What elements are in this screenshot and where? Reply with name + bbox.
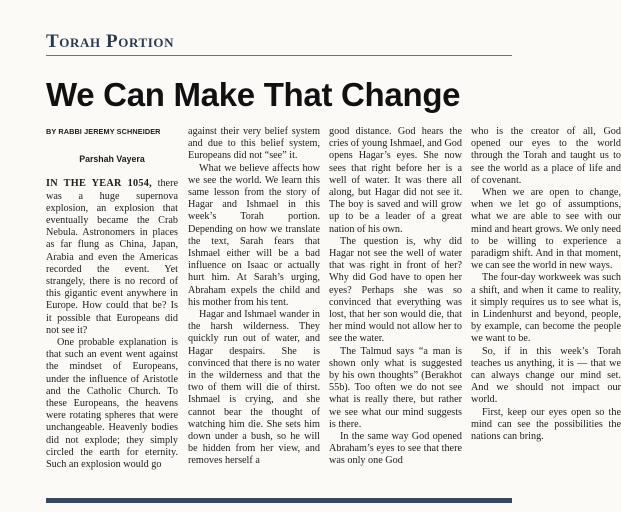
- parsha-name: Parshah Vayera: [79, 154, 145, 165]
- paragraph: One probable explanation is that such an event went against the mindset of Europeans, under the influence of Aristotle and the Catholic Church. To these Europeans, the heavens were rotating spheres that were unchangeable. Heavenly bodies did not explode; they simply circled the earth for eternity. Such an explosion would go: [46, 337, 178, 471]
- paragraph: Hagar and Ishmael wander in the harsh wilderness. They quickly run out of water, and Hagar despairs. She is convinced that there is no water in the wilderness and that the two of them will die of thirst. Ishmael is crying, and she cannot bear the thought of watching him die. She sets him down under a bush, so he will be hidden from her view, and removes herself a: [188, 309, 320, 467]
- paragraph: So, if in this week’s Torah teaches us anything, it is — that we can always change our mind set. And we should not impact our world.: [471, 345, 621, 406]
- headline: We Can Make That Change: [46, 76, 461, 113]
- paragraph: First, keep our eyes open so the mind can see the possibilities the nations can bring.: [471, 406, 621, 443]
- paragraph: The question is, why did Hagar not see the well of water that was right in front of her? Why did God have to open her eyes? Perhaps she was so convinced that everything was lost, that her son would die, that her mind would not allow her to see the water.: [329, 235, 462, 345]
- paragraph: In the same way God opened Abraham’s eyes to see that there was only one God: [329, 431, 462, 467]
- paragraph: who is the creator of all, God opened our eyes to the world through the Torah and taught us to see the world as a place of life and of covenant.: [471, 126, 621, 186]
- article-column-3: [329, 126, 462, 496]
- paragraph: The four-day workweek was such a shift, and when it came to reality, it simply requires us to see what is, in Lindenhurst and beyond, people, by example, can become the people we want to be.: [471, 272, 621, 345]
- paragraph: The Talmud says “a man is shown only what is suggested by his own thoughts” (Berakhot 55b). Too often we do not see what is really there, but rather we see what our mind suggests is there.: [329, 345, 462, 430]
- paragraph: good distance. God hears the cries of young Ishmael, and God opens Hagar’s eyes. She now sees that right before her is a well of water. It was there all along, but Hagar did not see it. The boy is saved and will grow up to be a leader of a great nation of his own.: [329, 126, 462, 235]
- paragraph: IN THE YEAR 1054, there was a huge supernova explosion, an explosion that eventually became the Crab Nebula. Astronomers in places as far flung as China, Japan, Arabia and even the Americas recorded the event. Yet strangely, there is no record of this gigantic event anywhere in Europe. How could that be? Is it possible that Europeans did not see it?: [46, 178, 178, 336]
- byline: BY RABBI JEREMY SCHNEIDER: [46, 127, 161, 136]
- paragraph: against their very belief system and due to this belief system, Europeans did not “see” it.: [188, 126, 320, 162]
- paragraph: When we are open to change, when we let go of assumptions, what we are able to see with our mind and heart grows. We only need to be willing to experience a paradigm shift. And in that moment, we can see the world in new ways.: [471, 187, 621, 272]
- article-column-1: [46, 126, 178, 496]
- lead-in: IN THE YEAR 1054,: [46, 178, 153, 190]
- article-column-4: [471, 126, 621, 496]
- paragraph: What we believe affects how we see the world. We learn this same lesson from the story of Hagar and Ishmael in this week’s Torah portion. Depending on how we translate the text, Sarah fears that Ishmael either will be a bad influence on Isaac or actually hurt him. At Sarah’s urging, Abraham expels the child and his mother from his tent.: [188, 162, 320, 308]
- article-column-2: [188, 126, 320, 496]
- section-label: Torah Portion: [46, 31, 175, 52]
- section-rule: [46, 55, 512, 56]
- footer-rule: [46, 498, 512, 503]
